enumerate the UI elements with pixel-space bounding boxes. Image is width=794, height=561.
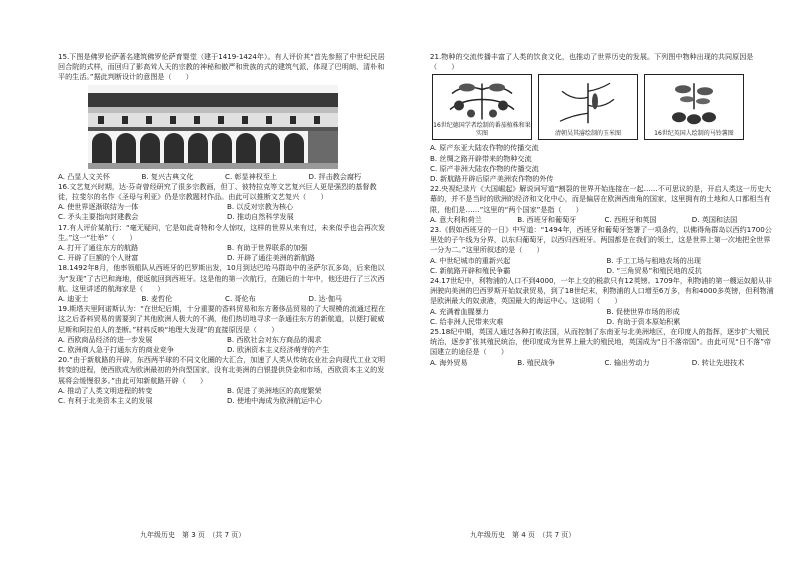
option-b[interactable]: B. 西班牙和葡萄牙 bbox=[517, 214, 577, 224]
option-d[interactable]: D. 抨击教会腐朽 bbox=[308, 171, 362, 181]
question-19-stem: 19.斯塔夫里阿诺斯认为：“在世纪后期，十分重要的香料贸易和东方奢侈品贸易的了大规模的流通过程在这之后香料贸易的需要到了其他欧洲人极大的不满，他们热切地寻求一条通往东方的新航道，以便打破威尼斯和阿拉伯人的垄断。”材料反映“地理大发现”的直接原因是（ ） bbox=[58, 304, 386, 334]
option-a[interactable]: A. 迪亚士 bbox=[58, 294, 89, 304]
tomato-image bbox=[432, 74, 532, 140]
option-b[interactable]: B. 西欧社会对东方商品的渴求 bbox=[227, 334, 322, 344]
question-16-options bbox=[58, 202, 388, 222]
option-b[interactable]: B. 丝绸之路开辟带来的物种交流 bbox=[430, 153, 532, 163]
option-c[interactable]: C. 欧洲商人急于打通东方的商业竞争 bbox=[58, 345, 174, 355]
option-d[interactable]: D. 英国和法国 bbox=[691, 214, 738, 224]
option-b[interactable]: B. 促使世界市场的形成 bbox=[606, 306, 680, 316]
question-20-options bbox=[58, 386, 388, 406]
option-a[interactable]: A. 使世界逐渐联结为一体 bbox=[58, 202, 139, 212]
question-18-stem: 18.1492年8月，他率领船队从西班牙的巴罗斯出发，10月到达巴哈马群岛中的圣萨尔瓦多岛，后来他以为“发现”了古巴和海地，便返航回到西班牙。这是他的第一次航行，在随后的十年中，他还进行了三次西航。这里讲述的航海家是（ ） bbox=[58, 263, 385, 293]
option-d[interactable]: D. 开辟了通往美洲的新航路 bbox=[227, 253, 316, 263]
option-c[interactable]: C. 原产非洲大陆农作物的传播交流 bbox=[430, 163, 539, 173]
question-18-options bbox=[58, 294, 388, 304]
question-19-options bbox=[58, 335, 388, 355]
question-15-options bbox=[58, 172, 388, 182]
question-22 bbox=[430, 184, 775, 225]
corn-image bbox=[538, 74, 638, 140]
question-25 bbox=[430, 327, 775, 368]
page-footer-right: 九年级历史 第 4 页 （共 7 页） bbox=[470, 531, 576, 539]
question-21 bbox=[430, 52, 775, 184]
question-23-stem: 23.《假如西班牙的一日》中写道：“1494年，西班牙和葡萄牙签署了一项条约，以佛得角群岛以西约1700公里处的子午线为分界，以东归葡萄牙，以西归西班牙。两国都是在我们的领土，这是世界上第一次地把全世界一分为二。”这里所叙述的是（ ） bbox=[430, 225, 772, 255]
question-15 bbox=[58, 52, 388, 182]
option-d[interactable]: D. 转让先进技术 bbox=[691, 357, 745, 367]
option-b[interactable]: B. 以反对宗教为核心 bbox=[227, 202, 294, 212]
page-footer-left: 九年级历史 第 3 页 （共 7 页） bbox=[140, 531, 246, 539]
potato-plant-icon bbox=[649, 75, 739, 130]
question-24 bbox=[430, 276, 775, 327]
option-c[interactable]: C. 开辟了巨额的个人财富 bbox=[58, 253, 139, 263]
right-page bbox=[430, 52, 775, 561]
foundling-hospital-photo bbox=[88, 85, 338, 169]
option-c[interactable]: C. 输出劳动力 bbox=[604, 357, 650, 367]
question-19 bbox=[58, 304, 388, 355]
question-22-stem: 22.央视纪录片《大国崛起》解说词写道“割裂的世界开始连接在一起……不可思议的是，开启人类这一历史大幕的，并不是当时的欧洲的经济和文化中心，而是偏居在欧洲西南角的国家，这里拥有的土地和人口都相当有限，他们是……”这里的“两个国家”是指（ ） bbox=[430, 184, 772, 214]
question-17-options bbox=[58, 243, 388, 263]
option-a[interactable]: A. 西欧商品经济的进一步发展 bbox=[58, 334, 153, 344]
building-illustration bbox=[88, 85, 338, 169]
question-21-options bbox=[430, 143, 775, 184]
option-b[interactable]: B. 有助于世界联系的加强 bbox=[227, 243, 308, 253]
question-16-stem: 16.文艺复兴时期，达·芬奇曾经研究了很多宗教画，但丁、彼特拉克等文艺复兴巨人更是强烈的基督教徒，拉斐尔的名作《圣母与利亚》仍是宗教题材作品。由此可以推断文艺复兴（ ） bbox=[58, 181, 377, 202]
option-a[interactable]: A. 凸显人文关怀 bbox=[58, 171, 110, 181]
question-18 bbox=[58, 263, 388, 304]
question-15-stem: 15.下图是佛罗伦萨著名建筑佛罗伦萨育婴堂（建于1419-1424年）。有人评价其“首先参照了中世纪民居回合院的式样，而回归了影高耸人天的宗教的神秘和傲严和贵族的式的建筑气派，体现了巴明朗、清朴和平的生活。”据此判断设计的意图是（ ） bbox=[58, 52, 385, 82]
question-17-stem: 17.有人评价某航行：“毫无疑问，它是如此奇特和令人惊叹，这样的世界从来有过，未来似乎也会再次发生。”这一“壮举”（ ） bbox=[58, 222, 386, 242]
question-24-stem: 24.17世纪中，利物浦的人口不到4000，一年上交的税款只有12英镑。1709年，利物浦的第一艘运奴船从非洲驶向美洲的巴西罗斯开始奴隶贸易，到了18世纪末，利物浦的人口增至6万多，有和4000多英镑，但利物浦是欧洲最大的奴隶港，英国最大的海运中心。这说明（ ） bbox=[430, 276, 774, 306]
option-a[interactable]: A. 打开了通往东方的航路 bbox=[58, 243, 139, 253]
option-c[interactable]: C. 西班牙和英国 bbox=[604, 214, 657, 224]
option-a[interactable]: A. 海外贸易 bbox=[430, 357, 468, 367]
option-a[interactable]: A. 意大利和荷兰 bbox=[430, 214, 482, 224]
option-b[interactable]: B. 促进了美洲地区的高度繁荣 bbox=[227, 385, 322, 395]
tomato-plant-icon bbox=[437, 75, 527, 122]
option-c[interactable]: C. 哥伦布 bbox=[225, 294, 256, 304]
question-24-options bbox=[430, 307, 775, 327]
question-23 bbox=[430, 225, 775, 276]
tomato-caption: 16世纪德国学者绘制的番茄植株和果实图 bbox=[433, 122, 531, 137]
option-d[interactable]: D. 新航路开辟后原产美洲农作物的外传 bbox=[430, 174, 554, 184]
option-d[interactable]: D. “三角贸易”和殖民地的反抗 bbox=[606, 265, 702, 275]
option-d[interactable]: D. 有助于资本原始积累 bbox=[606, 316, 681, 326]
potato-image bbox=[644, 74, 744, 140]
option-a[interactable]: A. 原产东亚大陆农作物的传播交流 bbox=[430, 143, 539, 153]
option-a[interactable]: A. 中世纪城市的重新兴起 bbox=[430, 255, 511, 265]
question-16 bbox=[58, 182, 388, 223]
left-page bbox=[58, 52, 388, 561]
option-d[interactable]: D. 达·伽马 bbox=[308, 294, 343, 304]
plant-images bbox=[432, 74, 775, 140]
option-d[interactable]: D. 欧洲资本主义经济萌芽的产生 bbox=[227, 345, 330, 355]
question-22-options bbox=[430, 215, 775, 225]
option-d[interactable]: D. 使地中海成为欧洲航运中心 bbox=[227, 396, 323, 406]
question-25-options bbox=[430, 358, 775, 368]
potato-caption: 16世纪英国人绘制的马铃薯图 bbox=[654, 129, 734, 137]
option-c[interactable]: C. 有利于北美资本主义的发展 bbox=[58, 396, 153, 406]
option-c[interactable]: C. 新航路开辟和殖民争霸 bbox=[430, 265, 511, 275]
option-c[interactable]: C. 彰显神权至上 bbox=[225, 171, 278, 181]
option-b[interactable]: B. 手工工场与租地农场的出现 bbox=[606, 255, 702, 265]
question-20 bbox=[58, 355, 388, 406]
option-a[interactable]: A. 充满着血腥暴力 bbox=[430, 306, 489, 316]
option-d[interactable]: D. 推动自然科学发展 bbox=[227, 212, 294, 222]
question-17 bbox=[58, 223, 388, 264]
question-20-stem: 20.“由于新航路的开辟，东西两半球的不同文化圈的大汇合，加速了人类从传统农业社会向现代工业文明转变的进程，使西欧成为欧洲最初的外向型国家，没有北美洲的白银提供贷金和市场，西欧资本主义的发展将会缓慢很多。”由此可知新航路开辟（ ） bbox=[58, 355, 386, 385]
option-b[interactable]: B. 麦哲伦 bbox=[141, 294, 173, 304]
option-b[interactable]: B. 复兴古典文化 bbox=[141, 171, 194, 181]
option-c[interactable]: C. 矛头主要指向封建教会 bbox=[58, 212, 139, 222]
corn-plant-icon bbox=[543, 75, 633, 130]
corn-caption: 清朝吴其濬绘制的玉米图 bbox=[554, 129, 621, 137]
option-c[interactable]: C. 给非洲人民带来灾难 bbox=[430, 316, 504, 326]
question-23-options bbox=[430, 256, 775, 276]
question-25-stem: 25.18纪中期，英国人通过各种打败法国，从而控制了东南亚与北美洲地区，在印度人的指挥，逐步扩大殖民统治，逐步扩张其殖民统治，使印度成为世界上最大的殖民地，英国成为“日不落帝国”。由此可见“日不落”帝国建立的途径是（ ） bbox=[430, 327, 772, 357]
option-a[interactable]: A. 推动了人类文明进程的转变 bbox=[58, 385, 153, 395]
option-b[interactable]: B. 殖民战争 bbox=[517, 357, 556, 367]
question-21-stem: 21.物种的交流传播丰富了人类的饮食文化，也推动了世界历史的发展。下列图中物种出现的共同原因是（ ） bbox=[430, 52, 754, 72]
